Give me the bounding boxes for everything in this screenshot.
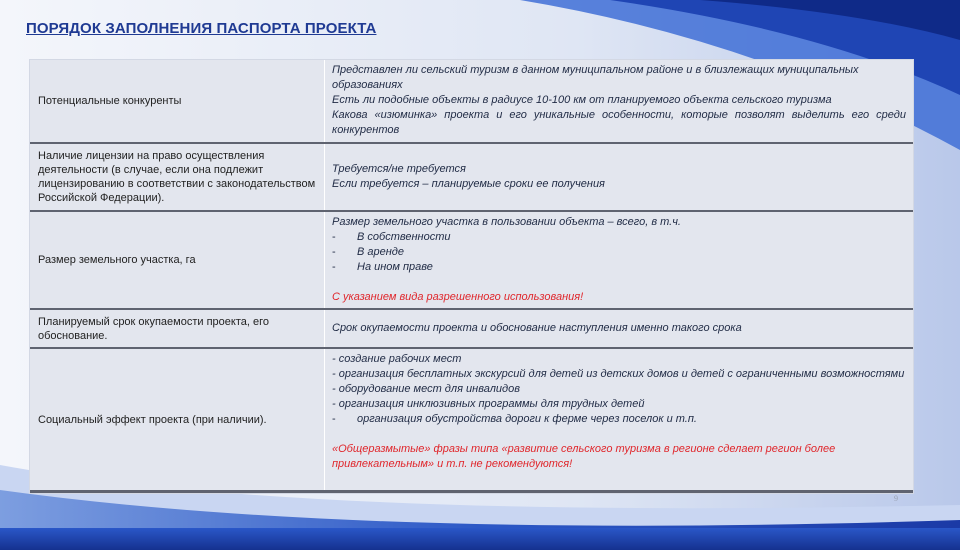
content-line: Срок окупаемости проекта и обоснование наступления именно такого срока xyxy=(332,322,742,334)
row-content xyxy=(325,349,913,490)
content-line: - организация инклюзивных программы для трудных детей xyxy=(332,398,645,410)
content-line: Есть ли подобные объекты в радиусе 10-100 км от планируемого объекта сельского туризма xyxy=(332,94,832,106)
list-item: - На ином праве xyxy=(332,261,433,273)
table-row xyxy=(30,349,913,493)
table-row xyxy=(30,310,913,349)
list-item-text: организация обустройства дороги к ферме через поселок и т.п. xyxy=(357,413,697,425)
table-row xyxy=(30,60,913,144)
slide-title: ПОРЯДОК ЗАПОЛНЕНИЯ ПАСПОРТА ПРОЕКТА xyxy=(26,20,377,37)
content-line: - оборудование мест для инвалидов xyxy=(332,383,520,395)
row-content xyxy=(325,60,913,142)
warning-note: «Общеразмытые» фразы типа «развитие сельского туризма в регионе сделает регион более привлекательным» и т.п. не рекомендуются! xyxy=(332,443,836,470)
content-line: Какова «изюминка» проекта и его уникальные особенности, которые позволят выделить его среди конкурентов xyxy=(332,109,906,136)
list-item: - организация обустройства дороги к ферме через поселок и т.п. xyxy=(332,413,697,425)
content-line: Если требуется – планируемые сроки ее получения xyxy=(332,178,605,190)
passport-table xyxy=(30,60,913,493)
list-item: - В аренде xyxy=(332,246,404,258)
list-item: - В собственности xyxy=(332,231,451,243)
table-row xyxy=(30,212,913,310)
content-line: - организация бесплатных экскурсий для детей из детских домов и детей с ограниченными возможностями xyxy=(332,368,905,380)
row-label: Планируемый срок окупаемости проекта, его обоснование. xyxy=(30,310,325,347)
row-label: Размер земельного участка, га xyxy=(30,212,325,308)
list-item-text: На ином праве xyxy=(357,261,433,273)
table-row xyxy=(30,144,913,212)
row-content xyxy=(325,212,913,308)
row-content xyxy=(325,144,913,210)
content-line: - создание рабочих мест xyxy=(332,353,462,365)
content-line: Представлен ли сельский туризм в данном муниципальном районе и в близлежащих муниципальных образованиях xyxy=(332,64,859,91)
warning-note: С указанием вида разрешенного использования! xyxy=(332,291,584,303)
row-label: Наличие лицензии на право осуществления деятельности (в случае, если она подлежит лицензированию в соответствии с законодательством Российской Федерации). xyxy=(30,144,325,210)
row-label: Социальный эффект проекта (при наличии). xyxy=(30,349,325,490)
list-item-text: В собственности xyxy=(357,231,451,243)
content-line: Требуется/не требуется xyxy=(332,163,466,175)
content-line: Размер земельного участка в пользовании объекта – всего, в т.ч. xyxy=(332,216,681,228)
list-item-text: В аренде xyxy=(357,246,404,258)
row-content xyxy=(325,310,913,347)
page-number: 9 xyxy=(894,494,898,503)
row-label: Потенциальные конкуренты xyxy=(30,60,325,142)
